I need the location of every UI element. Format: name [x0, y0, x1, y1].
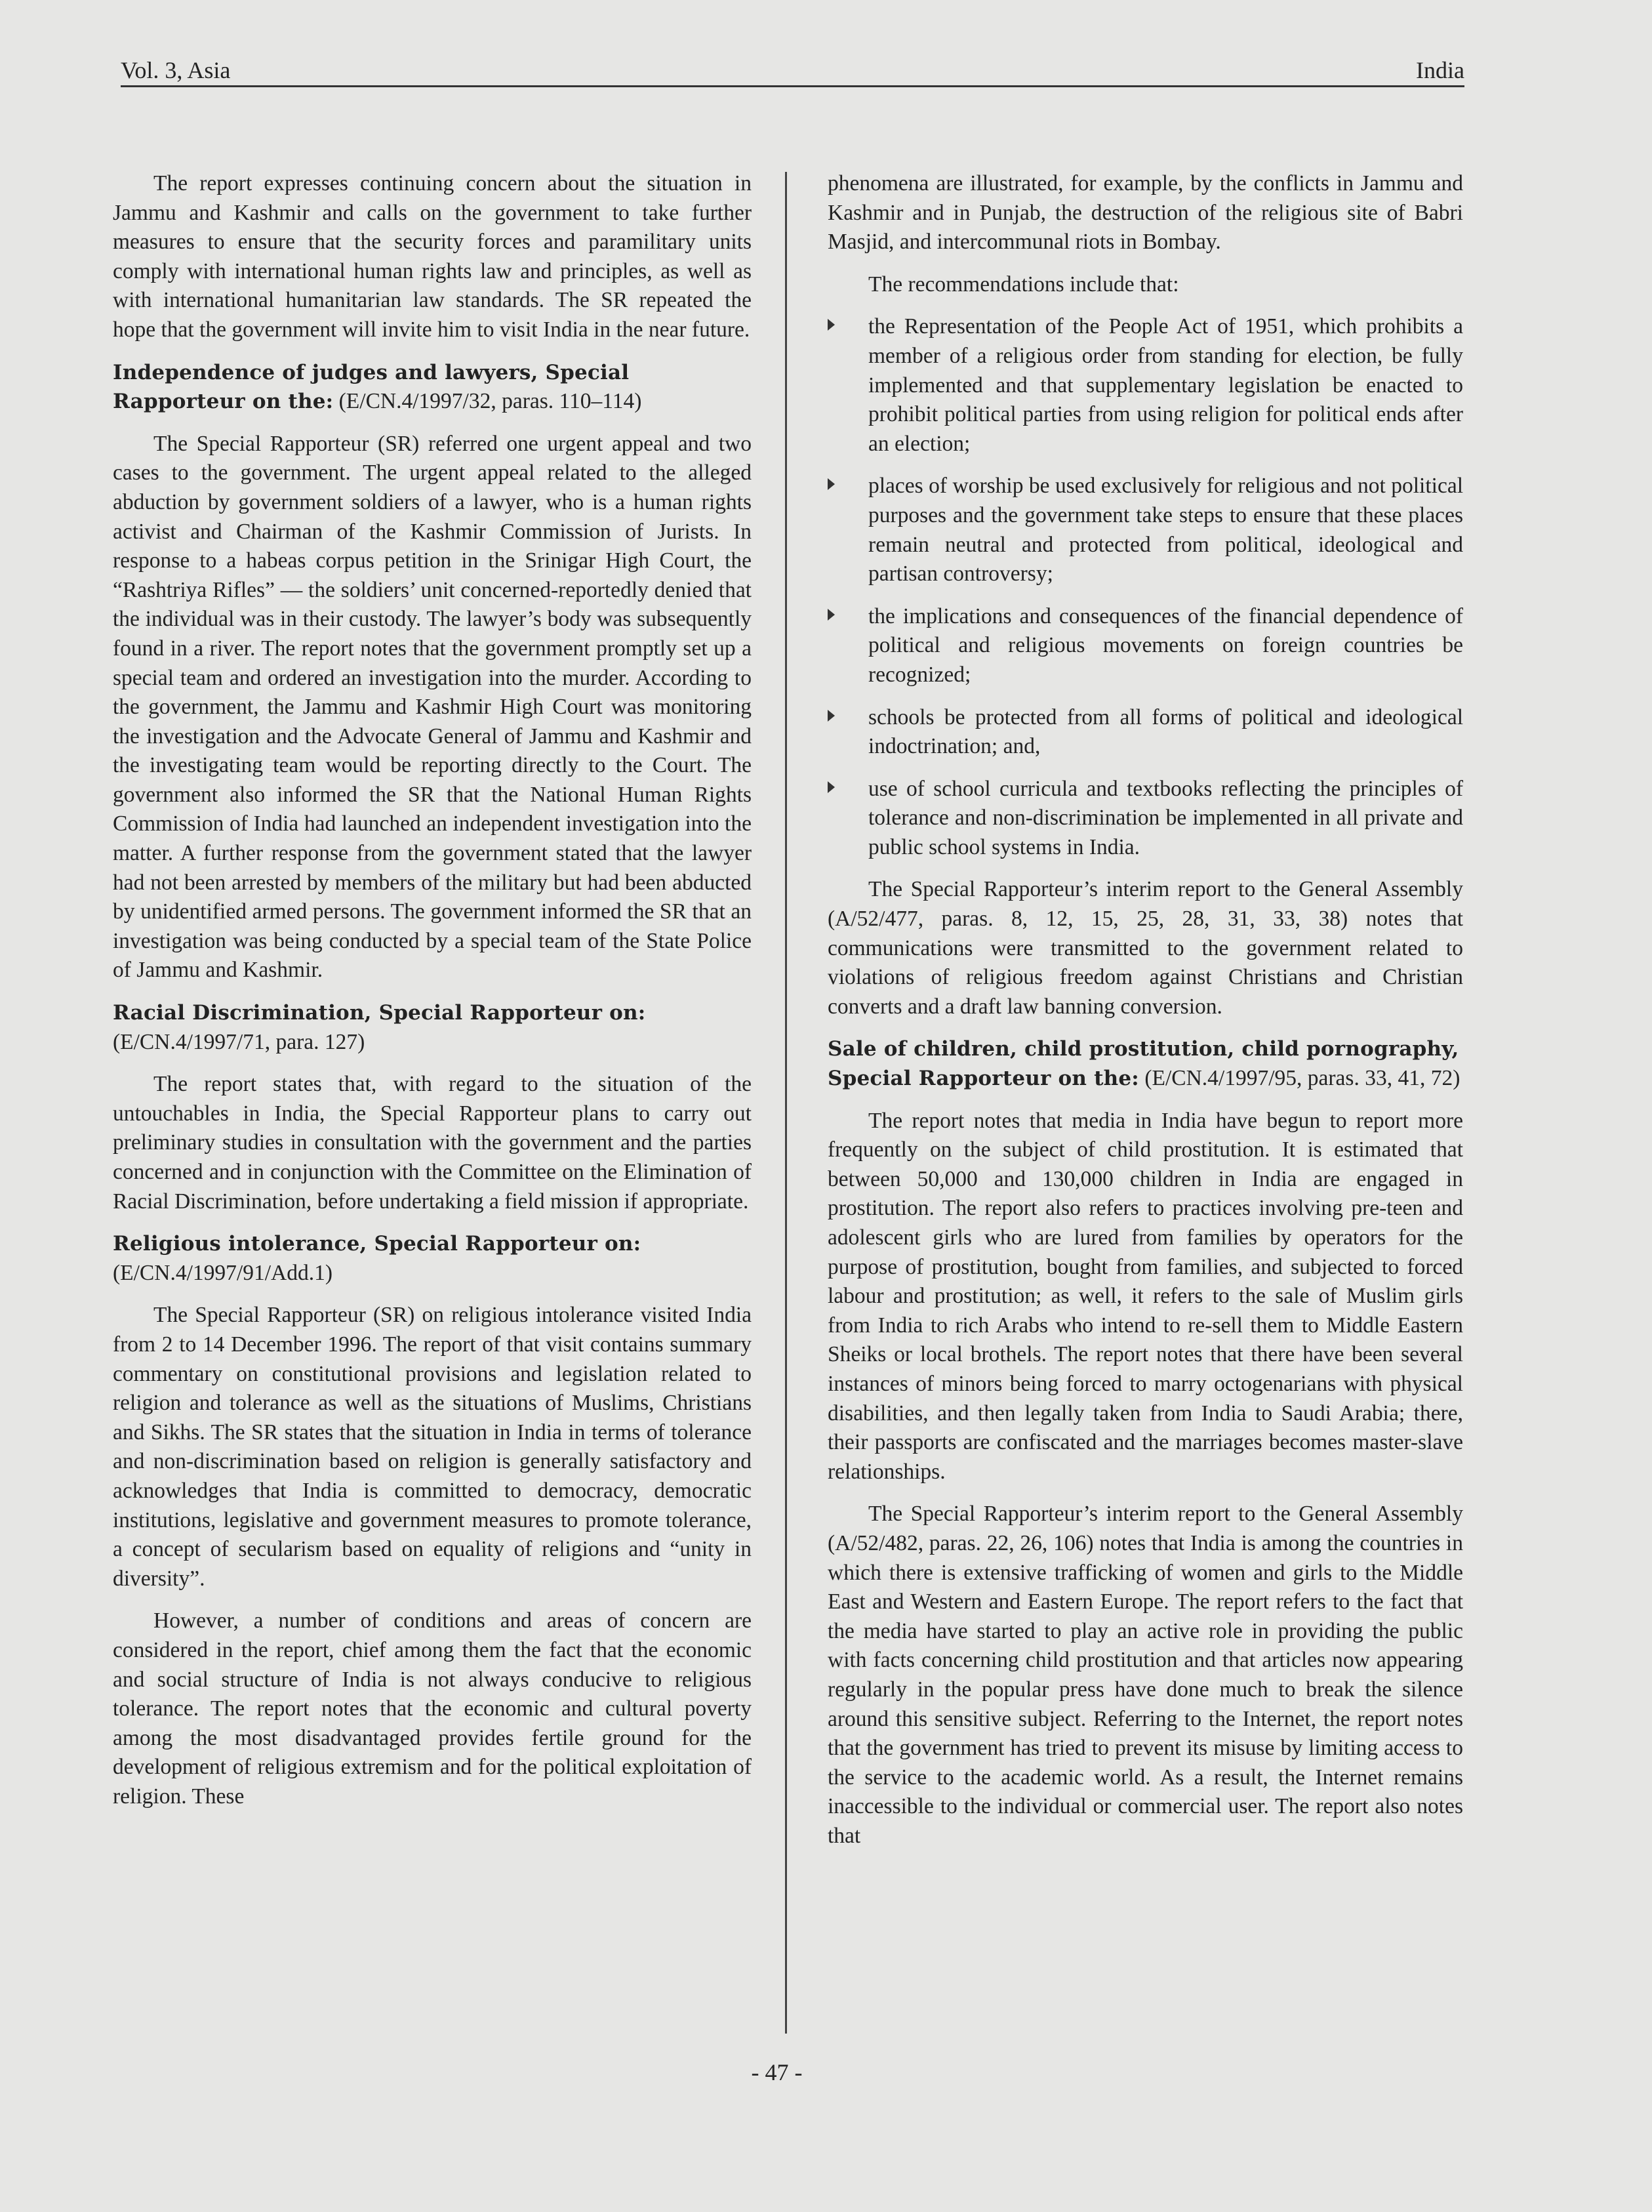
- header-volume: Vol. 3, Asia: [121, 57, 231, 83]
- section-heading-title: Sale of children, child prostitution, child pornography, Special Rapporteur on the:: [828, 1037, 1459, 1091]
- section-heading: [113, 1229, 752, 1288]
- paragraph: The Special Rapporteur (SR) on religious intolerance visited India from 2 to 14 December 1996. The report of that visit contains summary commentary on constitutional provisions and legislation related to religion and tolerance as well as the situations of Muslims, Christians and Sikhs. The SR states that the situation in India in terms of tolerance and non-discrimination based on religion is generally satisfactory and acknowledges that India is committed to democracy, democratic institutions, legislative and government measures to promote tolerance, a concept of secularism based on equality of religions and “unity in diversity”.: [113, 1303, 752, 1591]
- paragraph: However, a number of conditions and areas of concern are considered in the report, chief among them the fact that the economic and social structure of India is not always conducive to religious tolerance. The report notes that the economic and cultural poverty among the most disadvantaged provides fertile ground for the development of religious extremism and for the political exploitation of religion. These: [113, 1608, 752, 1809]
- list-item: [828, 703, 1463, 762]
- section-heading-title: Independence of judges and lawyers, Special Rapporteur on the:: [113, 360, 630, 414]
- paragraph: The Special Rapporteur (SR) referred one urgent appeal and two cases to the government. The urgent appeal related to the alleged abduction by government soldiers of a lawyer, who is a human rights activist and Chairman of the Kashmir Commission of Jurists. In response to a habeas corpus petition in the Srinigar High Court, the “Rashtriya Rifles” — the soldiers’ unit concerned-reportedly denied that the individual was in their custody. The lawyer’s body was subsequently found in a river. The report notes that the government promptly set up a special team and ordered an investigation into the murder. According to the government, the Jammu and Kashmir High Court was monitoring the investigation and the Advocate General of Jammu and Kashmir and the investigating team would be reporting directly to the Court. The government also informed the SR that the National Human Rights Commission of India had launched an independent investigation into the matter. A further response from the government stated that the lawyer had not been arrested by members of the military but had been abducted by unidentified armed persons. The government informed the SR that an investigation was being conducted by a special team of the State Police of Jammu and Kashmir.: [113, 431, 752, 983]
- paragraph: The report notes that media in India have begun to report more frequently on the subject of child prostitution. It is estimated that between 50,000 and 130,000 children in India are engaged in prostitution. The report also refers to practices involving pre-teen and adolescent girls who are lured from families by operators for the purpose of prostitution, bought from families, and subjected to forced labour and prostitution; as well, it refers to the sale of Muslim girls from India to rich Arabs who intend to re-sell them to Middle Eastern Sheiks or local brothels. The report notes that there have been several instances of minors being forced to marry octogenarians with physical disabilities, and then legally taken from India to Saudi Arabia; there, their passports are confiscated and the marriages becomes master-slave relationships.: [828, 1108, 1463, 1484]
- running-header: [121, 52, 1464, 87]
- triangle-bullet-icon: [828, 319, 835, 331]
- list-item-text: the Representation of the People Act of 1951, which prohibits a member of a religious order from standing for election, be fully implemented and that supplementary legislation be enacted to prohibit political parties from using religion for political ends after an election;: [868, 314, 1463, 456]
- section-heading: [113, 998, 752, 1057]
- section-heading: [113, 358, 752, 417]
- paragraph: phenomena are illustrated, for example, by the conflicts in Jammu and Kashmir and in Punjab, the destruction of the religious site of Babri Masjid, and intercommunal riots in Bombay.: [828, 171, 1463, 255]
- list-item: [828, 312, 1463, 459]
- section-heading-title: Religious intolerance, Special Rapporteur on:: [113, 1232, 641, 1256]
- paragraph: The report states that, with regard to the situation of the untouchables in India, the Special Rapporteur plans to carry out preliminary studies in consultation with the government and the parties concerned and in conjunction with the Committee on the Elimination of Racial Discrimination, before undertaking a field mission if appropriate.: [113, 1072, 752, 1214]
- header-country: India: [1416, 57, 1464, 83]
- list-item-text: places of worship be used exclusively for religious and not political purposes and the government take steps to ensure that these places remain neutral and protected from political, ideological and partisan controversy;: [868, 474, 1463, 586]
- triangle-bullet-icon: [828, 609, 835, 621]
- section-heading: [828, 1034, 1463, 1093]
- list-item-text: schools be protected from all forms of political and ideological indoctrination; and,: [868, 705, 1463, 759]
- right-column: [828, 169, 1463, 1864]
- list-item: [828, 472, 1463, 588]
- section-heading-title: Racial Discrimination, Special Rapporteur on:: [113, 1001, 646, 1025]
- triangle-bullet-icon: [828, 478, 835, 490]
- page-number: - 47 -: [751, 2059, 803, 2085]
- column-divider: [785, 172, 787, 2034]
- paragraph: The report expresses continuing concern about the situation in Jammu and Kashmir and calls on the government to take further measures to ensure that the security forces and paramilitary units comply with international human rights law and principles, as well as with international humanitarian law standards. The SR repeated the hope that the government will invite him to visit India in the near future.: [113, 171, 752, 342]
- list-item: [828, 602, 1463, 690]
- section-heading-reference: (E/CN.4/1997/95, paras. 33, 41, 72): [1138, 1066, 1461, 1091]
- paragraph: The Special Rapporteur’s interim report to the General Assembly (A/52/477, paras. 8, 12, 15, 25, 28, 31, 33, 38) notes that communications were transmitted to the government related to violations of religious freedom against Christians and Christian converts and a draft law banning conversion.: [828, 877, 1463, 1019]
- list-item-text: use of school curricula and textbooks reflecting the principles of tolerance and non-discrimination be implemented in all private and public school systems in India.: [868, 776, 1463, 859]
- triangle-bullet-icon: [828, 781, 835, 793]
- section-heading-reference: (E/CN.4/1997/32, paras. 110–114): [333, 389, 642, 414]
- section-heading-reference: (E/CN.4/1997/91/Add.1): [113, 1260, 332, 1285]
- list-item: [828, 775, 1463, 863]
- triangle-bullet-icon: [828, 710, 835, 722]
- recommendations-list: [828, 312, 1463, 862]
- paragraph: The Special Rapporteur’s interim report to the General Assembly (A/52/482, paras. 22, 26, 106) notes that India is among the countries in which there is extensive trafficking of women and girls to the Middle East and Western and Eastern Europe. The report refers to the fact that the media have started to play an active role in providing the public with facts concerning child prostitution and that articles now appearing regularly in the popular press have done much to break the silence around this sensitive subject. Referring to the Internet, the report notes that the government has tried to prevent its misuse by limiting access to the service to the academic world. As a result, the Internet remains inaccessible to the individual or commercial user. The report also notes that: [828, 1502, 1463, 1848]
- section-heading-reference: (E/CN.4/1997/71, para. 127): [113, 1029, 365, 1054]
- list-item-text: the implications and consequences of the financial dependence of political and religious movements on foreign countries be recognized;: [868, 604, 1463, 687]
- paragraph: The recommendations include that:: [868, 272, 1179, 297]
- left-column: [113, 169, 752, 1824]
